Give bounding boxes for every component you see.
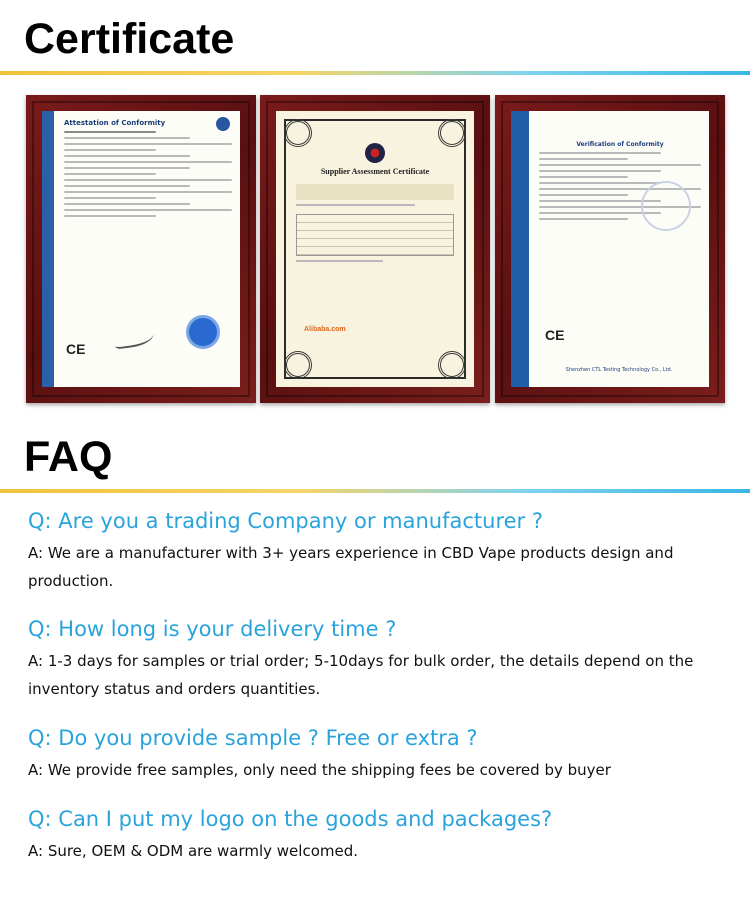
certificate-divider	[0, 71, 750, 75]
faq-item	[28, 806, 728, 865]
faq-item	[28, 508, 728, 595]
faq-question: Q: How long is your delivery time ?	[28, 617, 397, 641]
assessment-table	[296, 214, 454, 256]
faq-divider	[0, 489, 750, 493]
certificate-document-2	[276, 111, 474, 387]
certificate-frame-3	[495, 95, 725, 403]
signature-icon	[113, 326, 155, 349]
certificate-document-3	[511, 111, 709, 387]
faq-item	[28, 616, 728, 703]
faq-answer: A: We are a manufacturer with 3+ years experience in CBD Vape products design and production.	[28, 544, 674, 591]
certificate-frame-1	[26, 95, 256, 403]
company-band	[296, 184, 454, 200]
faq-section-title: FAQ	[24, 433, 113, 481]
certificate-sidebar-text: VERIFICATION • ПРОВЕРКА • VERIFIZIERUNG	[511, 170, 519, 328]
tuv-badge-icon	[216, 117, 230, 131]
faq-item	[28, 725, 728, 784]
faq-answer: A: We provide free samples, only need the shipping fees be covered by buyer	[28, 761, 611, 780]
faq-question: Q: Are you a trading Company or manufacturer ?	[28, 509, 544, 533]
certificate-title: Verification of Conformity	[576, 141, 664, 148]
certificate-sidebar-text: ZERTIFIKAT • CERTIFICATE • СЕРТИФИКАТ	[42, 166, 49, 332]
certificate-section-title: Certificate	[24, 15, 235, 63]
certificate-issuer: Shenzhen CTL Testing Technology Co., Ltd.	[565, 367, 673, 373]
faq-answer: A: Sure, OEM & ODM are warmly welcomed.	[28, 842, 359, 861]
supplier-assessment-logo-icon	[365, 143, 385, 163]
ctl-stamp-icon	[641, 181, 691, 231]
tuv-seal-icon	[186, 315, 220, 349]
certificate-document-1	[42, 111, 240, 387]
faq-question: Q: Do you provide sample ? Free or extra ?	[28, 726, 478, 750]
faq-answer: A: 1-3 days for samples or trial order; 5-10days for bulk order, the details depend on the inventory status and orders quantities.	[28, 652, 694, 699]
certificate-frame-2	[260, 95, 490, 403]
certificate-title: Attestation of Conformity	[64, 119, 166, 127]
ce-mark-icon: CE	[66, 341, 86, 357]
ce-mark-icon: CE	[545, 327, 565, 343]
certificate-title: Supplier Assessment Certificate	[320, 167, 430, 176]
alibaba-logo: Alibaba.com	[304, 326, 346, 333]
faq-question: Q: Can I put my logo on the goods and packages?	[28, 807, 553, 831]
